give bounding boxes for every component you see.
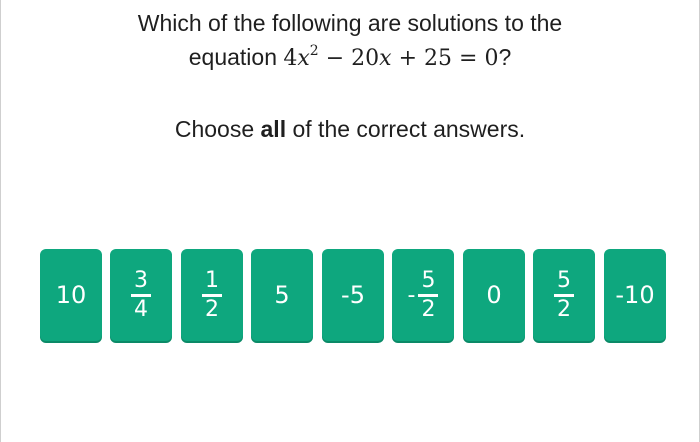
choice-1-over-2[interactable] [181,249,243,341]
instruction-after: of the correct answers. [292,116,526,142]
equation-rhs: 0 [484,46,499,71]
fraction-numerator: 5 [557,267,571,293]
choice-negative-10[interactable] [604,249,666,341]
equation-var1: x [297,46,310,71]
equation-coef1: 4 [283,46,298,71]
fraction-sign: - [407,282,416,308]
instruction-before: Choose [174,116,255,142]
equation-var2: x [379,46,392,71]
question-line-1: Which of the following are solutions to the [137,10,563,36]
fraction [554,267,574,322]
choice-label: 10 [55,281,87,309]
choice-label: 0 [486,281,502,309]
fraction-numerator: 3 [134,267,148,293]
answer-choices [40,249,666,341]
fraction-denominator: 4 [134,296,148,322]
fraction [418,267,438,322]
question-suffix: ? [498,44,512,70]
equation-exponent: 2 [309,43,319,59]
fraction [202,267,222,322]
choice-5[interactable] [251,249,313,341]
choice-5-over-2[interactable] [533,249,595,341]
question-prefix: equation [188,44,277,70]
choice-label: -5 [341,281,365,309]
equation-op2: + [398,46,418,71]
choice-0[interactable] [463,249,525,341]
choice-3-over-4[interactable] [110,249,172,341]
choice-label: -10 [615,281,655,309]
fraction-numerator: 1 [205,267,219,293]
equation-constant: 25 [424,46,453,71]
choice-negative-5-over-2[interactable] [392,249,454,341]
equation-equals: = [459,46,478,71]
instruction-text [0,114,700,144]
fraction-numerator: 5 [421,267,436,293]
fraction-denominator: 2 [421,296,436,322]
fraction-denominator: 2 [557,296,571,322]
choice-label: 5 [274,281,290,309]
fraction-denominator: 2 [205,296,219,322]
choice-negative-5[interactable] [322,249,384,341]
equation-coef2: 20 [351,46,380,71]
choice-10[interactable] [40,249,102,341]
instruction-bold: all [260,116,287,142]
fraction [131,267,151,322]
equation-op1: − [325,46,345,71]
left-border [0,0,1,442]
equation [283,43,499,71]
question-text [40,6,660,76]
question-line-2 [40,40,660,76]
